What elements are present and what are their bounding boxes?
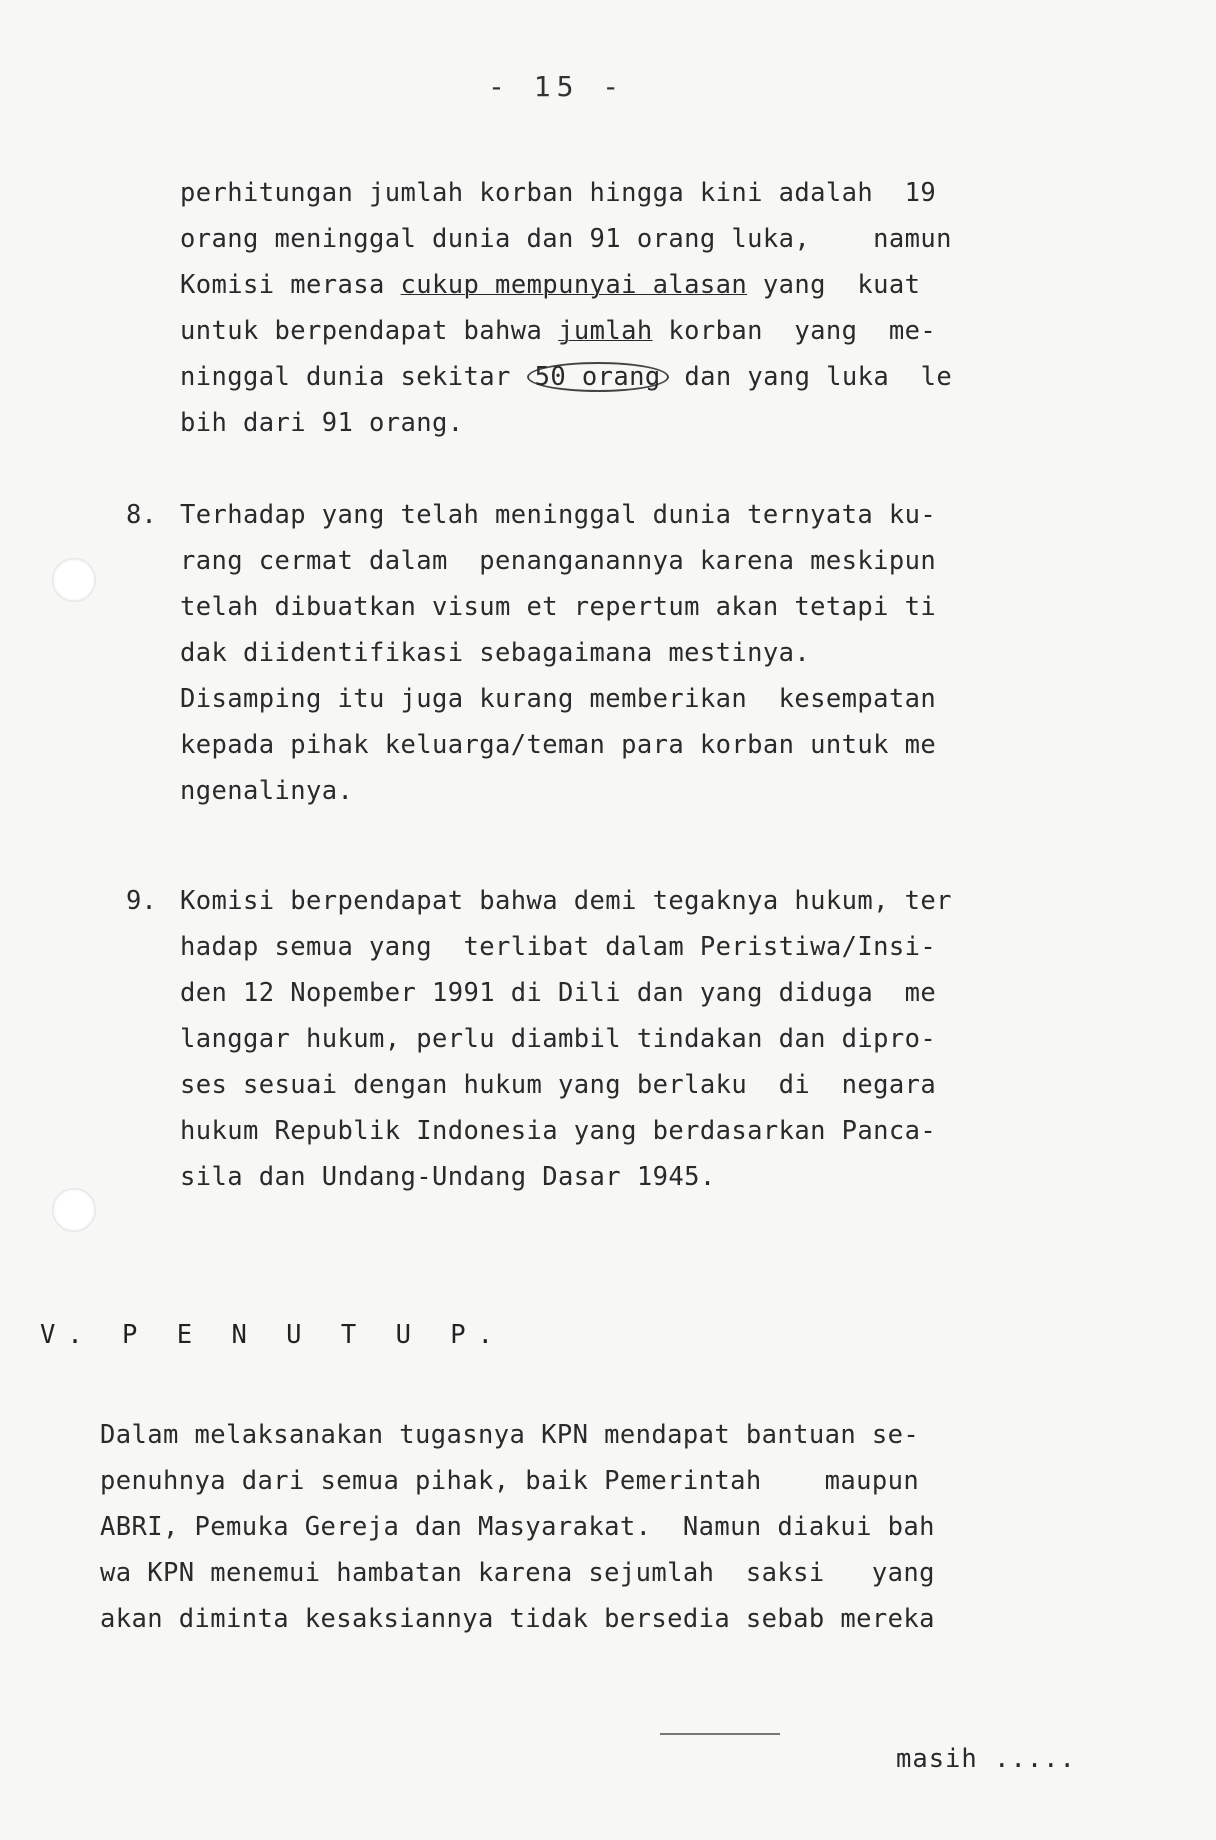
- text-segment: ninggal dunia sekitar: [180, 362, 527, 392]
- punch-hole-bottom: [52, 1188, 96, 1232]
- text-line: penuhnya dari semua pihak, baik Pemerintah maupun: [100, 1466, 920, 1496]
- underlined-phrase: cukup mempunyai alasan: [400, 270, 748, 300]
- text-line: [180, 262, 952, 308]
- text-segment: Komisi merasa: [180, 270, 401, 300]
- item-9-paragraph: [180, 878, 952, 1200]
- text-line: rang cermat dalam penanganannya karena meskipun: [180, 546, 937, 576]
- footer-divider: [660, 1733, 780, 1735]
- text-line: [180, 354, 952, 400]
- page-number: - 15 -: [488, 70, 626, 103]
- text-line: Dalam melaksanakan tugasnya KPN mendapat bantuan se-: [100, 1420, 920, 1450]
- text-line: dak diidentifikasi sebagaimana mestinya.: [180, 638, 811, 668]
- text-line: ngenalinya.: [180, 776, 354, 806]
- punch-hole-top: [52, 558, 96, 602]
- item-number: 9.: [126, 886, 157, 916]
- text-line: bih dari 91 orang.: [180, 408, 464, 438]
- text-line: Terhadap yang telah meninggal dunia ternyata ku-: [180, 500, 937, 530]
- text-line: sila dan Undang-Undang Dasar 1945.: [180, 1162, 716, 1192]
- item-8-paragraph: [180, 492, 936, 814]
- text-segment: untuk berpendapat bahwa: [180, 316, 559, 346]
- text-line: kepada pihak keluarga/teman para korban untuk me: [180, 730, 937, 760]
- text-line: ses sesuai dengan hukum yang berlaku di negara: [180, 1070, 937, 1100]
- text-line: Disamping itu juga kurang memberikan kesempatan: [180, 684, 937, 714]
- text-line: [180, 308, 952, 354]
- text-line: perhitungan jumlah korban hingga kini adalah 19: [180, 178, 937, 208]
- item-number: 8.: [126, 500, 157, 530]
- text-segment: korban yang me-: [652, 316, 937, 346]
- text-line: orang meninggal dunia dan 91 orang luka, namun: [180, 224, 952, 254]
- text-line: Komisi berpendapat bahwa demi tegaknya hukum, ter: [180, 886, 952, 916]
- text-line: den 12 Nopember 1991 di Dili dan yang diduga me: [180, 978, 937, 1008]
- continuation-catchword: masih .....: [896, 1744, 1076, 1774]
- continued-paragraph: [180, 170, 952, 446]
- text-line: telah dibuatkan visum et repertum akan tetapi ti: [180, 592, 937, 622]
- text-line: hukum Republik Indonesia yang berdasarkan Panca-: [180, 1116, 937, 1146]
- underlined-word: jumlah: [558, 316, 653, 346]
- circled-annotation: 50 orang: [527, 362, 669, 392]
- section-heading: V. P E N U T U P.: [40, 1320, 505, 1350]
- text-segment: yang kuat: [747, 270, 921, 300]
- text-line: ABRI, Pemuka Gereja dan Masyarakat. Namun diakui bah: [100, 1512, 935, 1542]
- text-line: hadap semua yang terlibat dalam Peristiwa/Insi-: [180, 932, 937, 962]
- text-line: wa KPN menemui hambatan karena sejumlah saksi yang: [100, 1558, 935, 1588]
- penutup-paragraph: [100, 1412, 935, 1642]
- text-line: langgar hukum, perlu diambil tindakan dan dipro-: [180, 1024, 937, 1054]
- text-segment: dan yang luka le: [668, 362, 953, 392]
- text-line: akan diminta kesaksiannya tidak bersedia sebab mereka: [100, 1604, 935, 1634]
